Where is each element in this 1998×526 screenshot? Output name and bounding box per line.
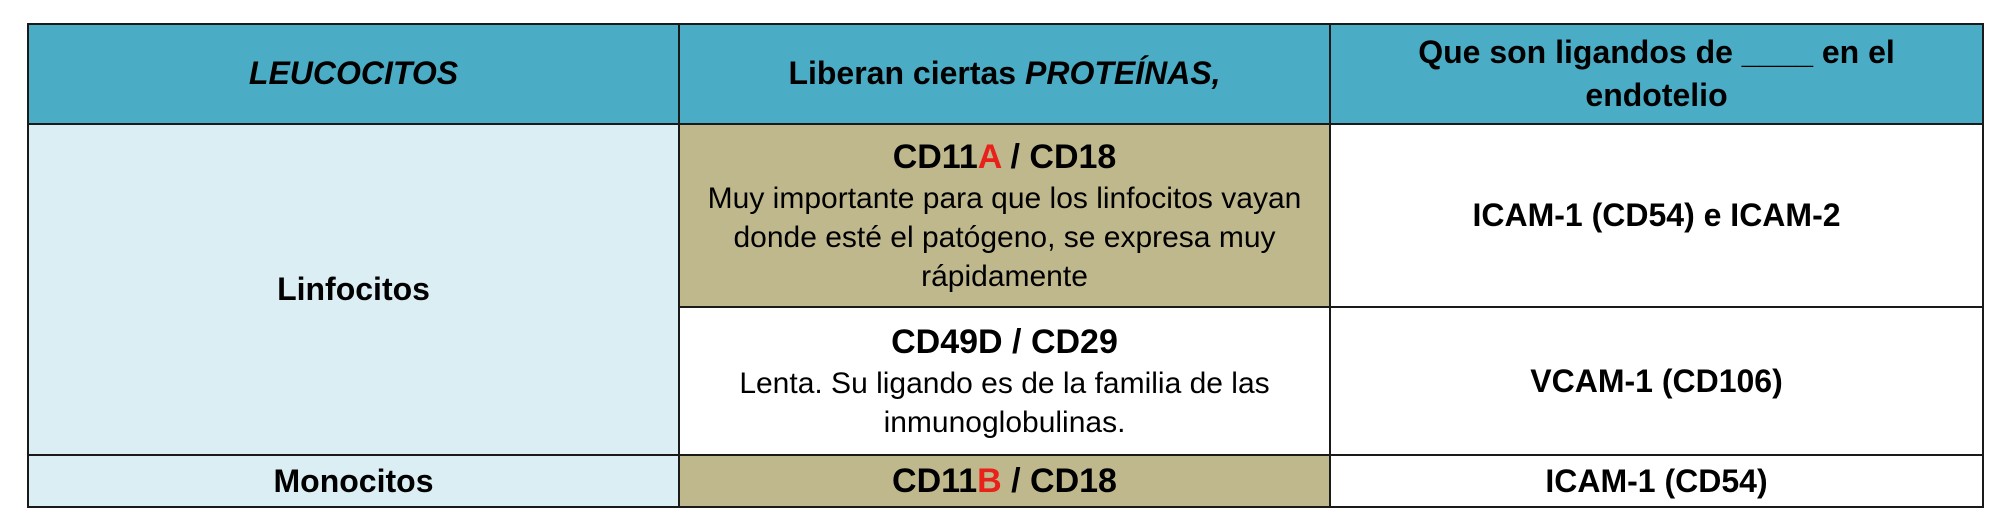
cell-protein-cd11b bbox=[679, 455, 1330, 507]
table-row bbox=[28, 124, 1983, 307]
header-proteinas-emphasis: PROTEÍNAS, bbox=[1024, 55, 1221, 92]
cell-ligand-icam: ICAM-1 (CD54) e ICAM-2 bbox=[1330, 124, 1983, 307]
cell-linfocitos: Linfocitos bbox=[28, 124, 679, 455]
cell-ligand-vcam: VCAM-1 (CD106) bbox=[1330, 307, 1983, 455]
protein-description: Lenta. Su ligando es de la familia de las inmunoglobulinas. bbox=[739, 367, 1270, 440]
protein-title: CD49D / CD29 bbox=[891, 322, 1118, 361]
cell-protein-cd11a bbox=[679, 124, 1330, 307]
protein-name-part: CD11 bbox=[892, 137, 978, 176]
header-leucocitos: LEUCOCITOS bbox=[28, 24, 679, 124]
protein-description: Muy importante para que los linfocitos vayan donde esté el patógeno, se expresa muy rápidamente bbox=[707, 182, 1302, 294]
protein-highlight-letter: B bbox=[977, 461, 1002, 500]
protein-name-part: CD11 bbox=[892, 461, 978, 500]
protein-title bbox=[694, 459, 1315, 503]
table-row bbox=[28, 455, 1983, 507]
header-ligandos: Que son ligandos de ____ en el endotelio bbox=[1330, 24, 1983, 124]
protein-name-part: / CD18 bbox=[1001, 461, 1117, 500]
cell-ligand-icam1: ICAM-1 (CD54) bbox=[1330, 455, 1983, 507]
protein-title bbox=[694, 135, 1315, 179]
cell-protein-cd49d bbox=[679, 307, 1330, 455]
header-proteinas-prefix: Liberan ciertas bbox=[788, 55, 1025, 92]
protein-name-part: / CD18 bbox=[1001, 137, 1117, 176]
leucocitos-table bbox=[27, 23, 1984, 508]
header-row bbox=[28, 24, 1983, 124]
header-proteinas bbox=[679, 24, 1330, 124]
protein-highlight-letter: A bbox=[977, 137, 1002, 176]
cell-monocitos: Monocitos bbox=[28, 455, 679, 507]
